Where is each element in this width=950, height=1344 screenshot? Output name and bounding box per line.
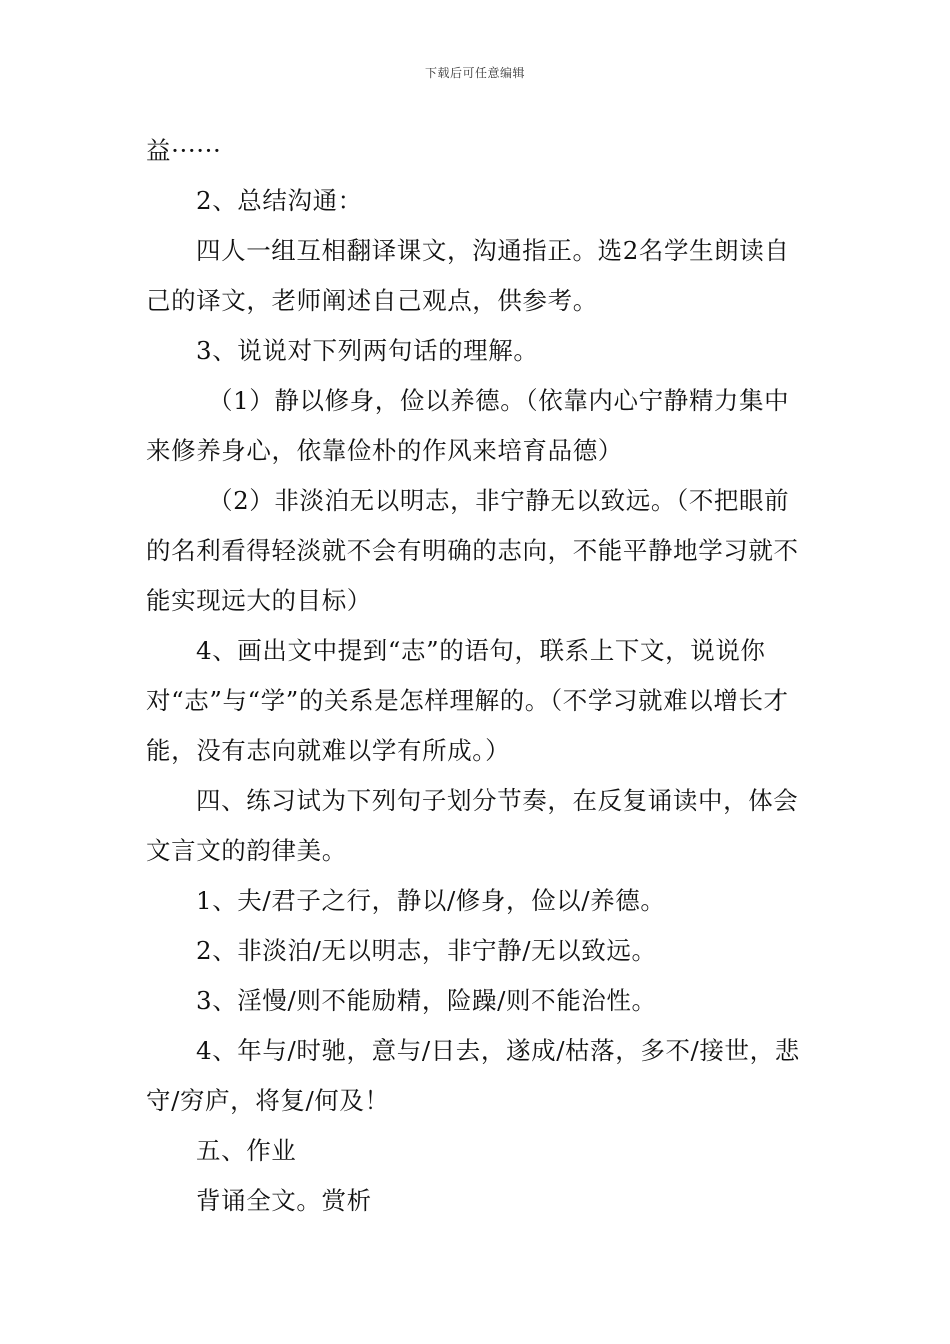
paragraph-understanding-heading: 3、说说对下列两句话的理解。 [196,336,539,365]
paragraph-homework-content: 背诵全文。赏析 [196,1186,372,1215]
paragraph-rhythm-2: 2、非淡泊/无以明志，非宁静/无以致远。 [196,936,657,965]
paragraph-summary-heading: 2、总结沟通： [196,186,363,215]
paragraph-zhi-question: 4、画出文中提到“志”的语句，联系上下文，说说你对“志”与“学”的关系是怎样理解的。（不学习就难以增长才能，没有志向就难以学有所成。） [146,636,789,765]
paragraph-rhythm-exercise: 四、练习试为下列句子划分节奏，在反复诵读中，体会文言文的韵律美。 [146,786,799,865]
paragraph-rhythm-4: 4、年与/时驰，意与/日去，遂成/枯落，多不/接世，悲守/穷庐，将复/何及！ [146,1036,800,1115]
paragraph-rhythm-1: 1、夫/君子之行，静以/修身，俭以/养德。 [196,886,666,915]
paragraph-rhythm-3: 3、淫慢/则不能励精，险躁/则不能治性。 [196,986,657,1015]
paragraph-sentence-2: （2）非淡泊无以明志，非宁静无以致远。（不把眼前的名利看得轻淡就不会有明确的志向，不能平静地学习就不能实现远大的目标） [146,486,799,615]
document-body [146,126,814,1226]
paragraph-group-translation: 四人一组互相翻译课文，沟通指正。选2名学生朗读自己的译文，老师阐述自己观点，供参考。 [146,236,790,315]
paragraph-sentence-1: （1）静以修身，俭以养德。（依靠内心宁静精力集中来修养身心，依靠俭朴的作风来培育品德） [146,386,790,465]
page-header: 下载后可任意编辑 [424,66,525,80]
paragraph-homework-heading: 五、作业 [196,1136,297,1165]
paragraph-continuation: 益······ [146,136,222,165]
